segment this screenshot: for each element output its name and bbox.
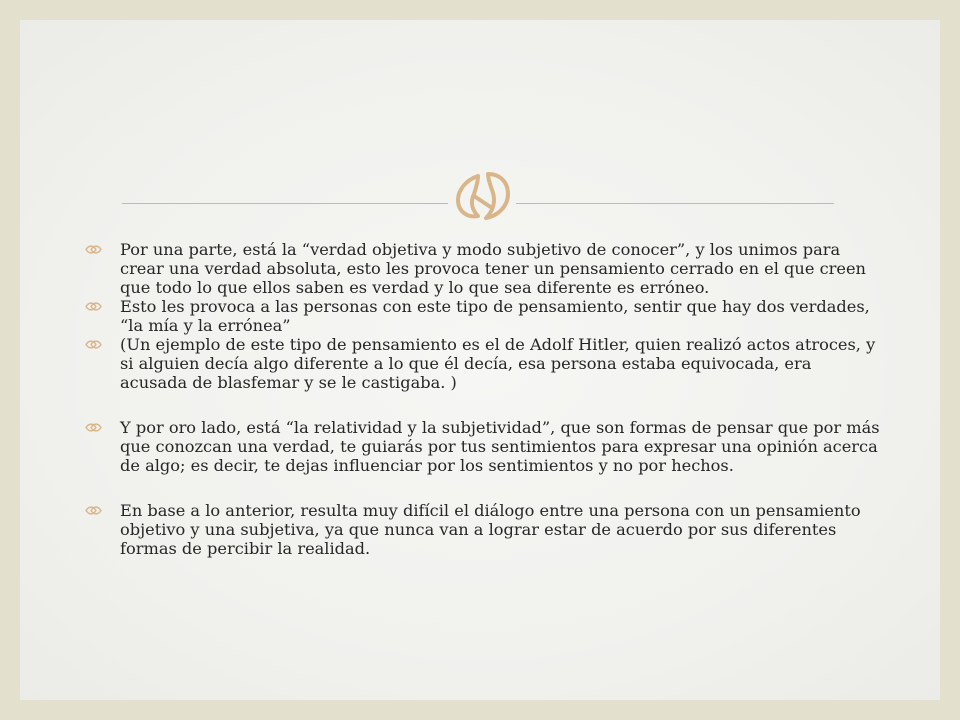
ornamental-divider-icon [448,166,516,226]
leaf-bullet-icon [84,504,102,517]
bullet-text: Y por oro lado, está “la relatividad y la subjetividad”, que son formas de pensar que por más que conozcan una verdad, te guiarás por tus sentimientos para expresar una opinión acerca de algo; es decir, te dejas influenciar por los sentimientos y no por hechos. [120,418,880,475]
bullet-item [80,240,880,297]
bullet-text: Por una parte, está la “verdad objetiva y modo subjetivo de conocer”, y los unimos para crear una verdad absoluta, esto les provoca tener un pensamiento cerrado en el que creen que todo lo que ellos saben es verdad y lo que sea diferente es erróneo. [120,240,866,297]
bullet-item [80,335,880,392]
bullet-item [80,418,880,475]
leaf-bullet-icon [84,300,102,313]
bullet-text: Esto les provoca a las personas con este tipo de pensamiento, sentir que hay dos verdades, “la mía y la errónea” [120,297,870,335]
divider-line-right [516,203,834,204]
leaf-bullet-icon [84,338,102,351]
bullet-list [80,240,880,558]
leaf-bullet-icon [84,421,102,434]
divider-line-left [122,203,448,204]
bullet-text: En base a lo anterior, resulta muy difícil el diálogo entre una persona con un pensamiento objetivo y una subjetiva, ya que nunca van a lograr estar de acuerdo por sus diferentes formas de percibir la realidad. [120,501,861,558]
bullet-text: (Un ejemplo de este tipo de pensamiento es el de Adolf Hitler, quien realizó actos atroces, y si alguien decía algo diferente a lo que él decía, esa persona estaba equivocada, era acusada de blasfemar y se le castigaba. ) [120,335,876,392]
bullet-item [80,297,880,335]
leaf-bullet-icon [84,243,102,256]
bullet-item [80,501,880,558]
